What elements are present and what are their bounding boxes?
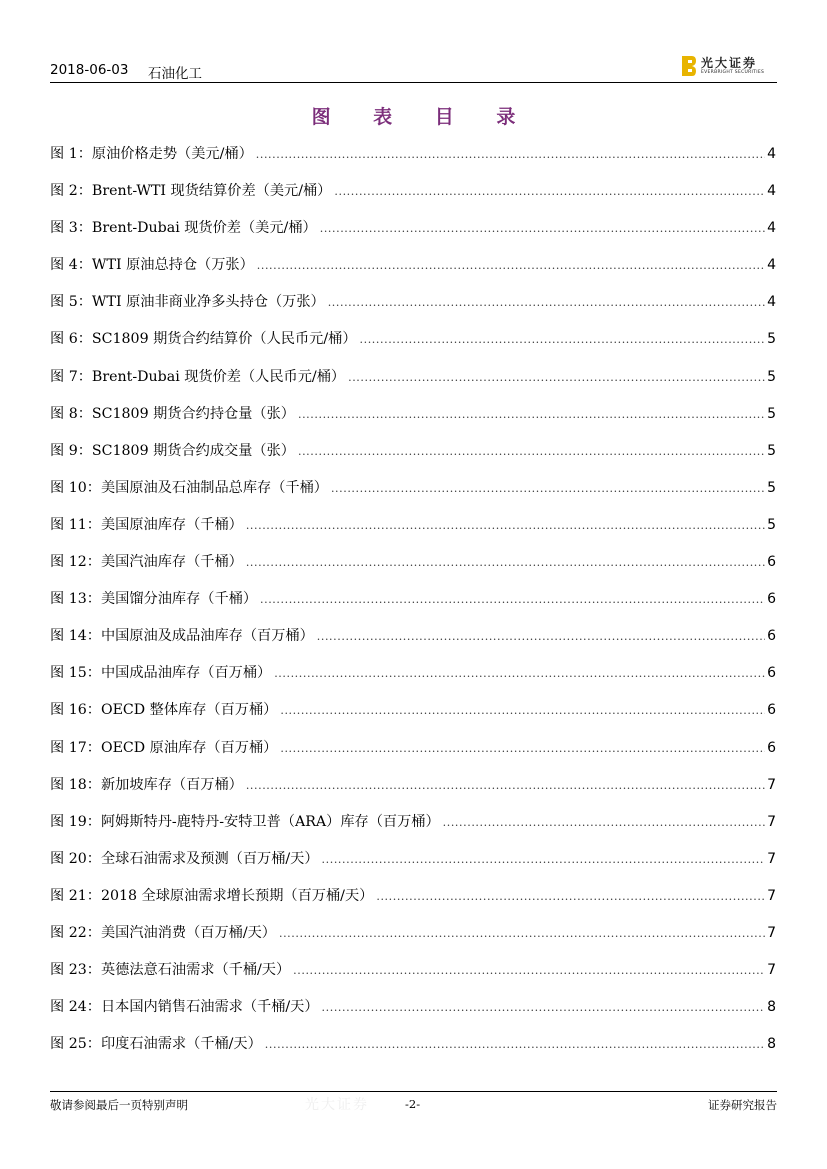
toc-entry-page[interactable]: 8 bbox=[767, 999, 776, 1016]
toc-entry[interactable] bbox=[50, 515, 776, 552]
toc-entry-label[interactable]: 图 4：WTI 原油总持仓（万张） bbox=[50, 257, 254, 274]
toc-entry-page[interactable]: 7 bbox=[767, 813, 776, 830]
footer-disclaimer: 敬请参阅最后一页特别声明 bbox=[50, 1098, 188, 1112]
toc-dot-leader bbox=[331, 479, 765, 499]
toc-dot-leader bbox=[246, 516, 765, 536]
toc-entry-page[interactable]: 6 bbox=[767, 554, 776, 571]
toc-entry[interactable] bbox=[50, 255, 776, 292]
toc-entry[interactable] bbox=[50, 886, 776, 923]
toc-entry-page[interactable]: 7 bbox=[767, 924, 776, 941]
toc-entry-label[interactable]: 图 6：SC1809 期货合约结算价（人民币元/桶） bbox=[50, 331, 357, 348]
toc-entry[interactable] bbox=[50, 663, 776, 700]
toc-entry-label[interactable]: 图 21：2018 全球原油需求增长预期（百万桶/天） bbox=[50, 887, 374, 904]
toc-entry-page[interactable]: 4 bbox=[767, 183, 776, 200]
toc-entry-label[interactable]: 图 24：日本国内销售石油需求（千桶/天） bbox=[50, 999, 319, 1016]
toc-entry-page[interactable]: 6 bbox=[767, 628, 776, 645]
toc-dot-leader bbox=[280, 739, 765, 759]
toc-entry[interactable] bbox=[50, 1034, 776, 1071]
toc-entry[interactable] bbox=[50, 812, 776, 849]
everbright-logo-mark-icon bbox=[682, 56, 696, 76]
toc-entry-page[interactable]: 4 bbox=[767, 146, 776, 162]
toc-entry[interactable] bbox=[50, 292, 776, 329]
toc-entry[interactable] bbox=[50, 181, 776, 218]
toc-entry-page[interactable]: 6 bbox=[767, 591, 776, 608]
report-date: 2018-06-03 bbox=[50, 62, 129, 78]
toc-dot-leader bbox=[274, 664, 765, 684]
toc-entry[interactable] bbox=[50, 144, 776, 181]
toc-entry-label[interactable]: 图 20：全球石油需求及预测（百万桶/天） bbox=[50, 850, 319, 867]
toc-entry-label[interactable]: 图 1：原油价格走势（美元/桶） bbox=[50, 146, 253, 162]
toc-entry[interactable] bbox=[50, 552, 776, 589]
toc-dot-leader bbox=[246, 776, 765, 796]
toc-entry-page[interactable]: 5 bbox=[767, 479, 776, 496]
everbright-logo bbox=[682, 56, 777, 78]
toc-dot-leader bbox=[334, 182, 765, 202]
page-number: -2- bbox=[405, 1097, 421, 1111]
toc-entry-label[interactable]: 图 11：美国原油库存（千桶） bbox=[50, 516, 243, 533]
toc-entry-label[interactable]: 图 18：新加坡库存（百万桶） bbox=[50, 776, 243, 793]
toc-dot-leader bbox=[322, 998, 766, 1018]
toc-entry-page[interactable]: 7 bbox=[767, 887, 776, 904]
toc-dot-leader bbox=[443, 813, 765, 833]
toc-entry-page[interactable]: 6 bbox=[767, 702, 776, 719]
toc-entry[interactable] bbox=[50, 700, 776, 737]
toc-entry-page[interactable]: 7 bbox=[767, 776, 776, 793]
toc-entry-page[interactable]: 4 bbox=[767, 294, 776, 311]
toc-entry[interactable] bbox=[50, 997, 776, 1034]
toc-entry-page[interactable]: 5 bbox=[767, 516, 776, 533]
toc-dot-leader bbox=[280, 701, 765, 721]
toc-entry-label[interactable]: 图 22：美国汽油消费（百万桶/天） bbox=[50, 924, 276, 941]
toc-entry-page[interactable]: 4 bbox=[767, 220, 776, 237]
logo-text-cn: 光大证券 bbox=[701, 56, 758, 70]
toc-entry[interactable] bbox=[50, 923, 776, 960]
toc-dot-leader bbox=[246, 553, 765, 573]
toc-entry-page[interactable]: 5 bbox=[767, 368, 776, 385]
toc-entry-label[interactable]: 图 15：中国成品油库存（百万桶） bbox=[50, 665, 272, 682]
toc-entry-label[interactable]: 图 17：OECD 原油库存（百万桶） bbox=[50, 739, 278, 756]
toc-entry-page[interactable]: 4 bbox=[767, 257, 776, 274]
toc-entry-label[interactable]: 图 2：Brent-WTI 现货结算价差（美元/桶） bbox=[50, 183, 332, 200]
toc-entry-page[interactable]: 6 bbox=[767, 665, 776, 682]
toc-list bbox=[50, 144, 776, 1071]
toc-entry[interactable] bbox=[50, 626, 776, 663]
toc-dot-leader bbox=[322, 850, 766, 870]
toc-dot-leader bbox=[320, 219, 765, 239]
toc-dot-leader bbox=[348, 368, 765, 388]
toc-entry-label[interactable]: 图 25：印度石油需求（千桶/天） bbox=[50, 1036, 262, 1053]
toc-entry[interactable] bbox=[50, 329, 776, 366]
toc-dot-leader bbox=[260, 590, 765, 610]
toc-entry-page[interactable]: 7 bbox=[767, 850, 776, 867]
toc-title: 图 表 目 录 bbox=[311, 106, 534, 128]
footer-rule bbox=[50, 1091, 777, 1092]
toc-entry-label[interactable]: 图 8：SC1809 期货合约持仓量（张） bbox=[50, 405, 295, 422]
toc-entry[interactable] bbox=[50, 738, 776, 775]
footer-report-type: 证券研究报告 bbox=[708, 1098, 777, 1112]
toc-entry-label[interactable]: 图 13：美国馏分油库存（千桶） bbox=[50, 591, 258, 608]
toc-dot-leader bbox=[265, 1035, 765, 1055]
toc-entry[interactable] bbox=[50, 218, 776, 255]
toc-dot-leader bbox=[298, 405, 765, 425]
report-sector: 石油化工 bbox=[148, 66, 202, 82]
toc-entry-label[interactable]: 图 7：Brent-Dubai 现货价差（人民币元/桶） bbox=[50, 368, 346, 385]
toc-dot-leader bbox=[279, 924, 765, 944]
toc-entry-page[interactable]: 7 bbox=[767, 962, 776, 979]
toc-dot-leader bbox=[360, 330, 766, 350]
toc-entry-label[interactable]: 图 10：美国原油及石油制品总库存（千桶） bbox=[50, 479, 328, 496]
logo-text-en: EVERBRIGHT SECURITIES bbox=[701, 70, 765, 75]
toc-dot-leader bbox=[328, 293, 765, 313]
toc-entry-label[interactable]: 图 19：阿姆斯特丹-鹿特丹-安特卫普（ARA）库存（百万桶） bbox=[50, 813, 440, 830]
page-header bbox=[50, 56, 777, 82]
toc-entry[interactable] bbox=[50, 478, 776, 515]
toc-entry[interactable] bbox=[50, 589, 776, 626]
toc-entry[interactable] bbox=[50, 960, 776, 997]
toc-dot-leader bbox=[376, 887, 765, 907]
toc-entry-page[interactable]: 5 bbox=[767, 405, 776, 422]
toc-entry-label[interactable]: 图 9：SC1809 期货合约成交量（张） bbox=[50, 442, 295, 459]
footer-watermark: 光大证券 bbox=[305, 1097, 369, 1113]
toc-entry-page[interactable]: 5 bbox=[767, 442, 776, 459]
toc-entry[interactable] bbox=[50, 775, 776, 812]
toc-entry-label[interactable]: 图 16：OECD 整体库存（百万桶） bbox=[50, 702, 278, 719]
toc-entry[interactable] bbox=[50, 849, 776, 886]
toc-entry-label[interactable]: 图 14：中国原油及成品油库存（百万桶） bbox=[50, 628, 314, 645]
toc-entry-label[interactable]: 图 5：WTI 原油非商业净多头持仓（万张） bbox=[50, 294, 325, 311]
toc-entry[interactable] bbox=[50, 441, 776, 478]
toc-dot-leader bbox=[293, 961, 765, 981]
toc-dot-leader bbox=[298, 442, 765, 462]
toc-dot-leader bbox=[256, 145, 765, 165]
toc-dot-leader bbox=[257, 256, 765, 276]
toc-entry[interactable] bbox=[50, 404, 776, 441]
toc-dot-leader bbox=[317, 627, 765, 647]
toc-entry-page[interactable]: 5 bbox=[767, 331, 776, 348]
toc-entry-label[interactable]: 图 23：英德法意石油需求（千桶/天） bbox=[50, 962, 291, 979]
toc-entry[interactable] bbox=[50, 367, 776, 404]
header-rule bbox=[50, 82, 777, 83]
toc-entry-page[interactable]: 6 bbox=[767, 739, 776, 756]
toc-entry-label[interactable]: 图 3：Brent-Dubai 现货价差（美元/桶） bbox=[50, 220, 317, 237]
toc-entry-label[interactable]: 图 12：美国汽油库存（千桶） bbox=[50, 554, 243, 571]
toc-entry-page[interactable]: 8 bbox=[767, 1036, 776, 1053]
